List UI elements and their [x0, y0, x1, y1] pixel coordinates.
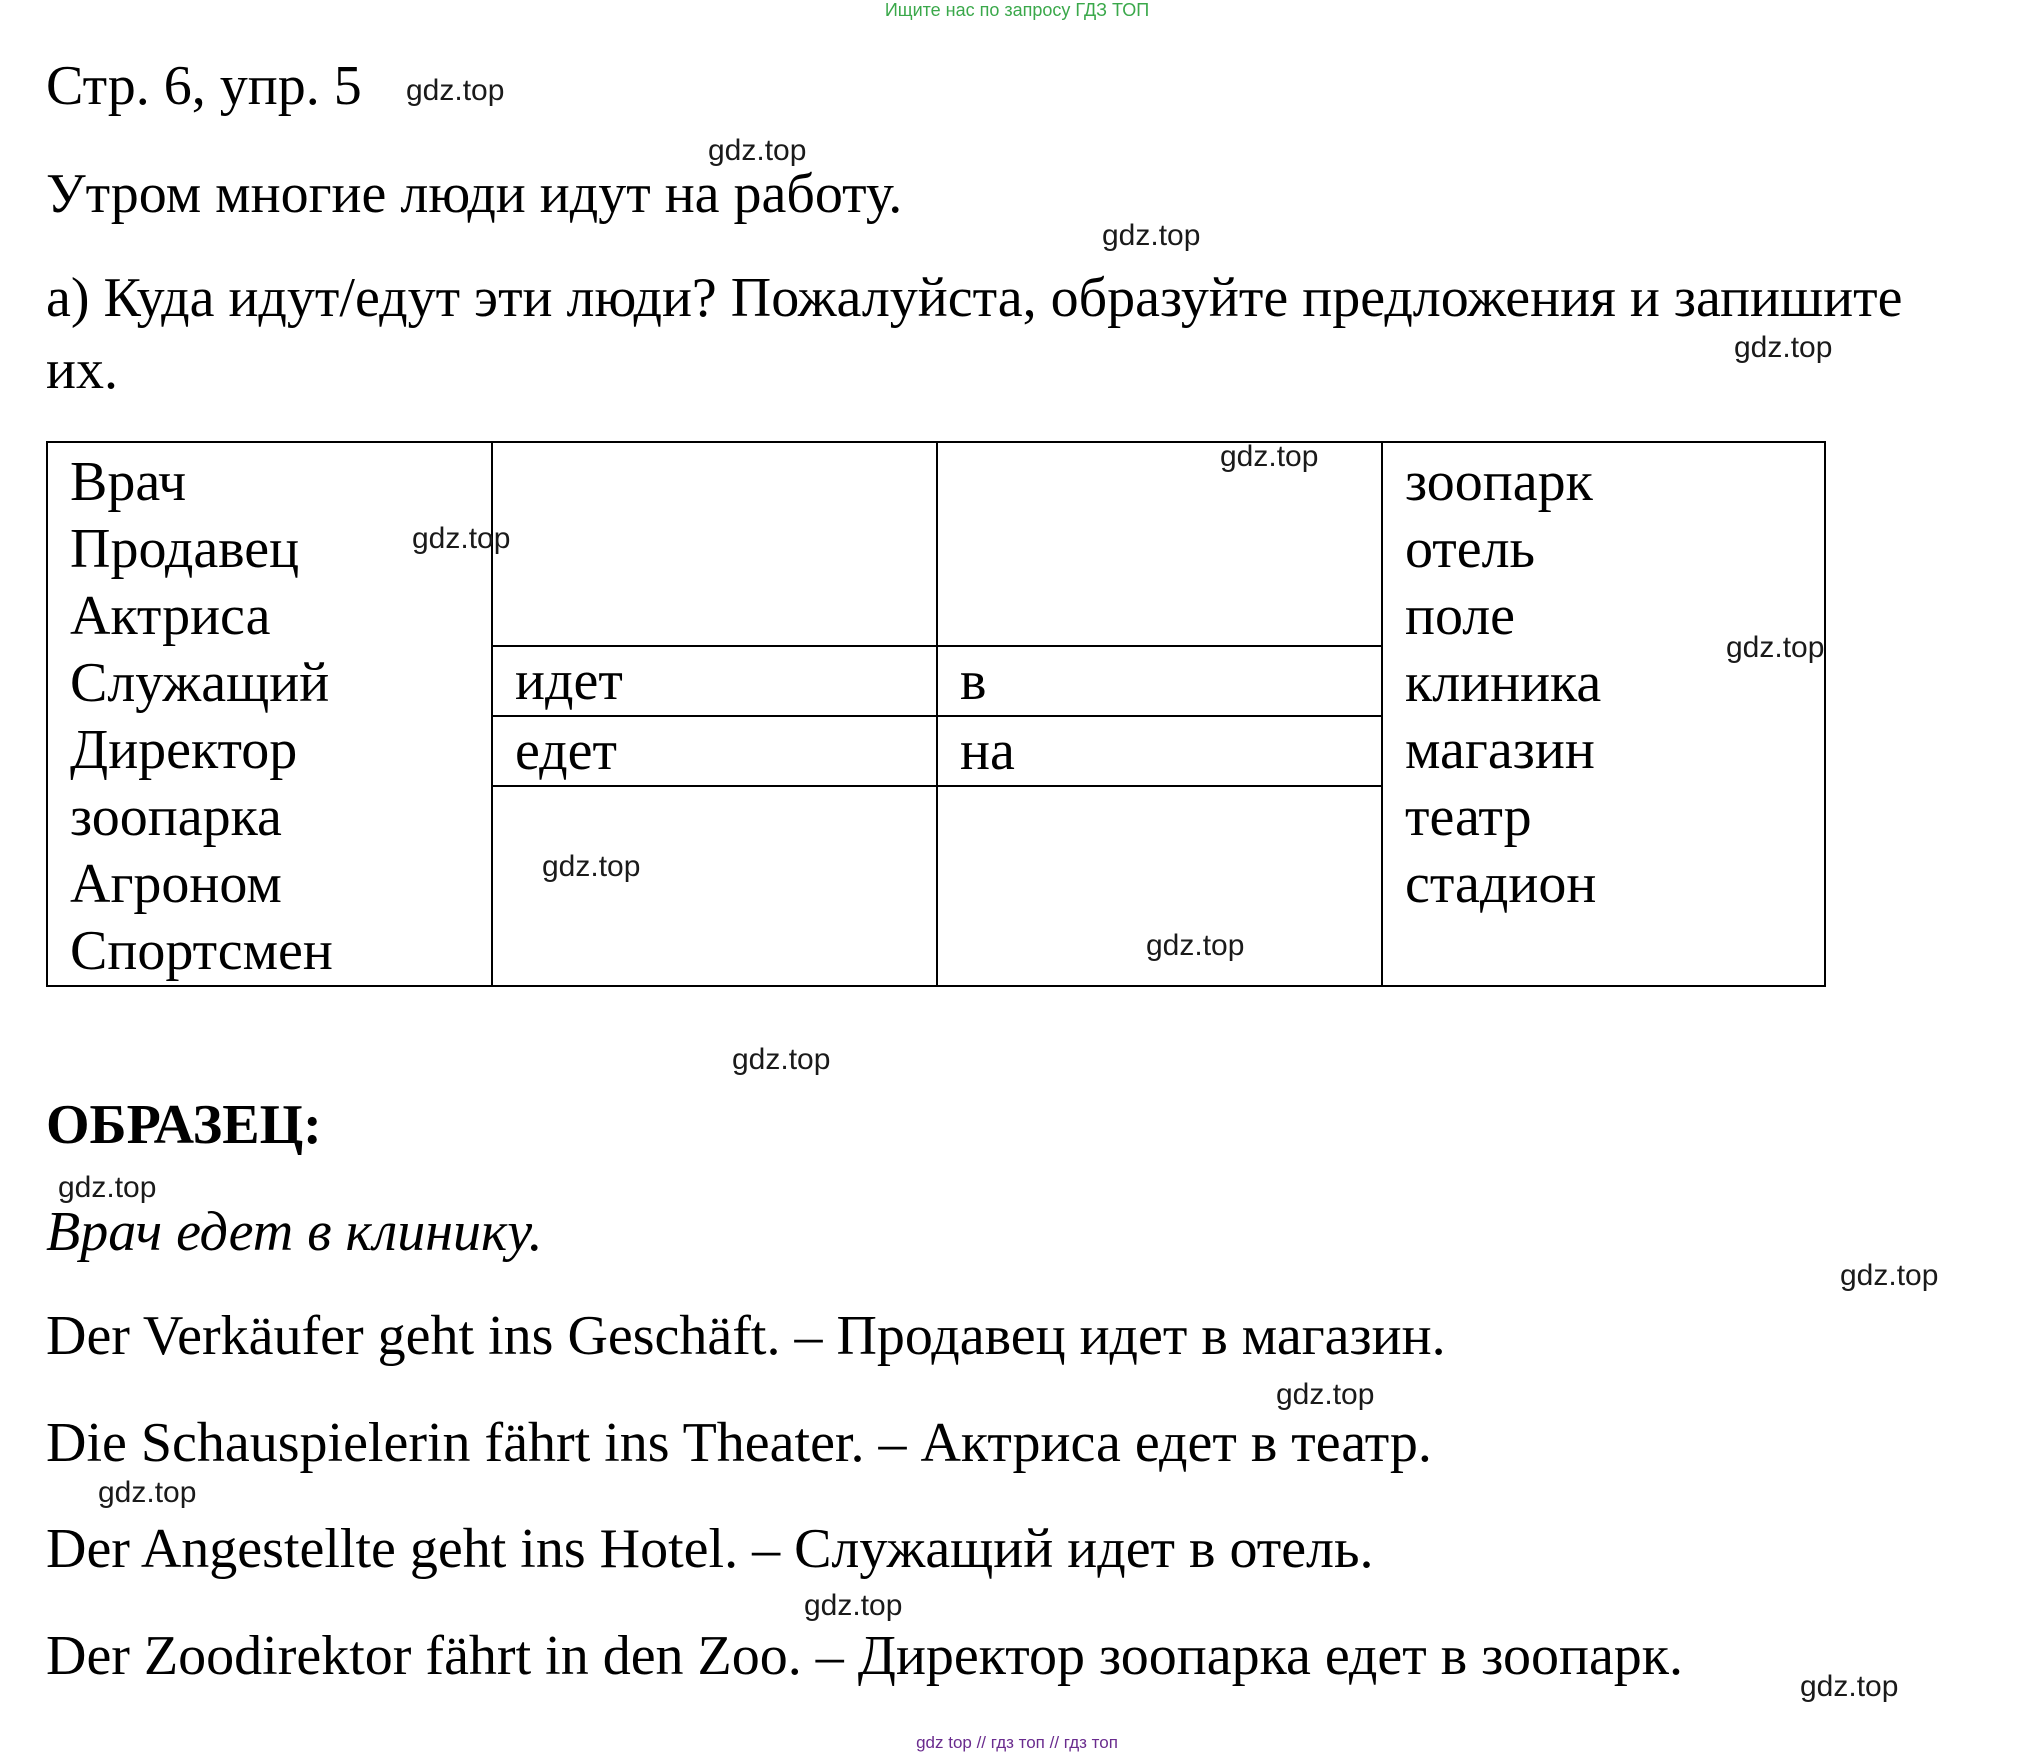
answer-line: Der Verkäufer geht ins Geschäft. – Продавец идет в магазин. — [46, 1305, 1446, 1367]
preposition-cell: на — [937, 716, 1382, 786]
empty-cell — [492, 786, 937, 986]
list-item: Агроном — [70, 853, 282, 915]
watermark: gdz.top — [1276, 1378, 1375, 1411]
sample-title: ОБРАЗЕЦ: — [46, 1094, 322, 1156]
watermark: gdz.top — [406, 74, 505, 107]
watermark: gdz.top — [1102, 219, 1201, 252]
intro-text: Утром многие люди идут на работу. — [46, 163, 903, 225]
answer-line: Die Schauspielerin fährt ins Theater. – Актриса едет в театр. — [46, 1412, 1432, 1474]
places-column — [1382, 442, 1825, 986]
sample-example: Врач едет в клинику. — [46, 1201, 543, 1263]
list-item: Служащий — [70, 652, 330, 714]
watermark: gdz.top — [732, 1043, 831, 1076]
list-item: Директор — [70, 719, 298, 781]
list-item: магазин — [1405, 719, 1595, 781]
list-item: клиника — [1405, 652, 1602, 714]
footer: gdz top // гдз топ // гдз топ — [916, 1733, 1118, 1752]
list-item: отель — [1405, 518, 1536, 580]
list-item: Спортсмен — [70, 920, 333, 982]
watermark: gdz.top — [1726, 631, 1825, 664]
answer-line: Der Angestellte geht ins Hotel. – Служащий идет в отель. — [46, 1518, 1374, 1580]
exercise-table — [46, 441, 1826, 987]
verb-cell: идет — [492, 646, 937, 716]
list-item: зоопарка — [70, 786, 282, 848]
page-title: Стр. 6, упр. 5 — [46, 55, 362, 117]
watermark: gdz.top — [1220, 440, 1319, 473]
verb-cell: едет — [492, 716, 937, 786]
list-item: Врач — [70, 451, 187, 513]
watermark: gdz.top — [98, 1476, 197, 1509]
watermark: gdz.top — [58, 1171, 157, 1204]
top-banner: Ищите нас по запросу ГДЗ ТОП — [884, 0, 1150, 20]
preposition-cell: в — [937, 646, 1382, 716]
list-item: зоопарк — [1405, 451, 1593, 513]
list-item: стадион — [1405, 853, 1597, 915]
list-item: Актриса — [70, 585, 271, 647]
empty-cell — [492, 442, 937, 646]
watermark: gdz.top — [1146, 929, 1245, 962]
list-item: Продавец — [70, 518, 300, 580]
watermark: gdz.top — [412, 522, 511, 555]
watermark: gdz.top — [1840, 1259, 1939, 1292]
answer-line: Der Zoodirektor fährt in den Zoo. – Директор зоопарка едет в зоопарк. — [46, 1625, 1684, 1687]
task-line-2: их. — [46, 339, 118, 401]
watermark: gdz.top — [1800, 1670, 1899, 1703]
list-item: театр — [1405, 786, 1532, 848]
watermark: gdz.top — [542, 850, 641, 883]
watermark: gdz.top — [1734, 331, 1833, 364]
task-line-1: а) Куда идут/едут эти люди? Пожалуйста, образуйте предложения и запишите — [46, 267, 1903, 329]
watermark: gdz.top — [804, 1589, 903, 1622]
watermark: gdz.top — [708, 134, 807, 167]
list-item: поле — [1405, 585, 1516, 647]
